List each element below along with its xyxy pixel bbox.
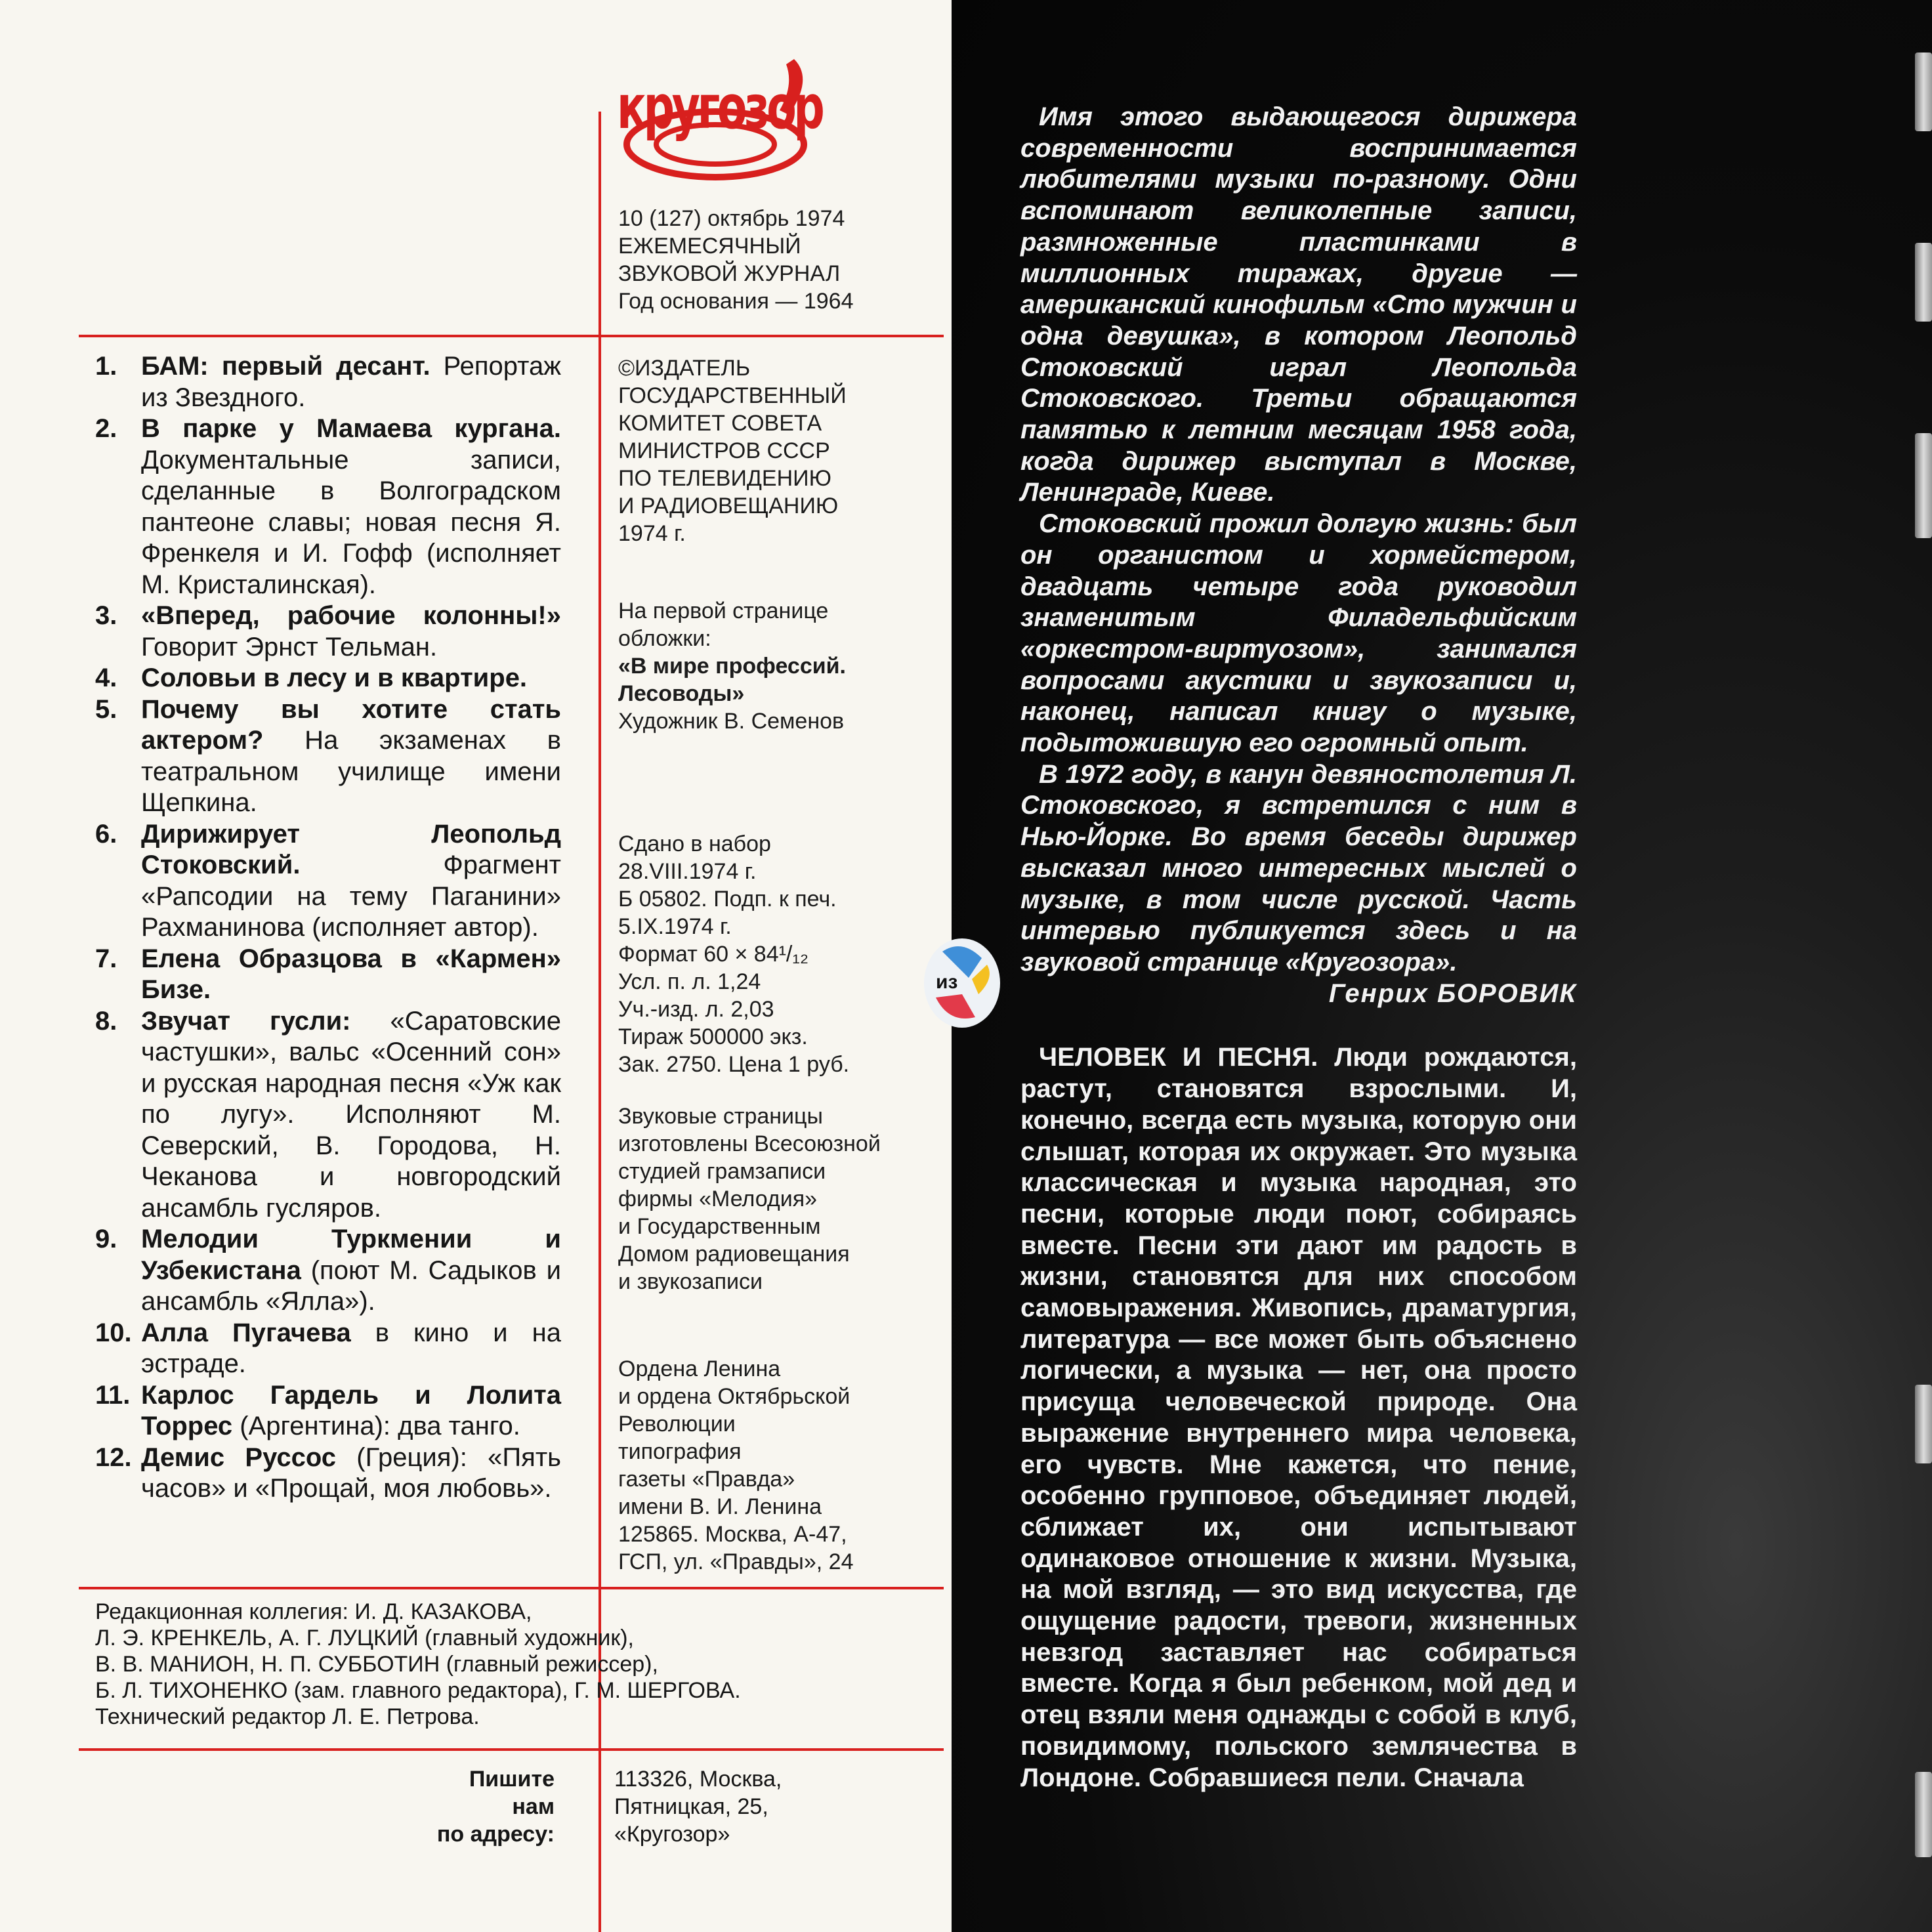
toc-item xyxy=(95,351,561,413)
printer-line: Ордена Ленина xyxy=(618,1356,781,1381)
toc-description: Фрагмент «Рапсодии на тему Паганини» Рахманинова (исполняет автор). xyxy=(141,850,561,942)
toc-item xyxy=(95,600,561,663)
table-of-contents xyxy=(95,351,561,1505)
printer-info xyxy=(618,1355,854,1576)
toc-description: На экзаменах в театральном училище имени Щепкина. xyxy=(141,726,561,817)
toc-description: Документальные записи, сделанные в Волгоградском пантеоне славы; новая песня Я. Френкеля и И. Гофф (исполняет М. Кристалинская). xyxy=(141,445,561,599)
toc-description: (Аргентина): два танго. xyxy=(232,1412,520,1440)
toc-item xyxy=(95,413,561,600)
left-page xyxy=(0,0,952,1932)
editorial-line: Технический редактор Л. Е. Петрова. xyxy=(95,1704,480,1729)
binding-ring xyxy=(1915,1772,1932,1857)
binding-ring xyxy=(1915,243,1932,322)
logo-wordmark: кругозор xyxy=(617,72,822,142)
editorial-line: Л. Э. КРЕНКЕЛЬ, А. Г. ЛУЦКИЙ (главный художник), xyxy=(95,1626,634,1650)
write-label-line: нам xyxy=(512,1794,555,1819)
toc-number: 2. xyxy=(95,414,117,443)
toc-number: 1. xyxy=(95,352,117,381)
toc-title: В парке у Мамаева кургана. xyxy=(141,414,561,443)
editorial-line: Редакционная коллегия: И. Д. КАЗАКОВА, xyxy=(95,1599,532,1624)
toc-number: 9. xyxy=(95,1225,117,1253)
cover-title-line: «В мире профессий. xyxy=(618,654,846,679)
cover-artist: Художник В. Семенов xyxy=(618,709,845,734)
sound-pages-line: и Государственным xyxy=(618,1214,821,1239)
print-line: 28.VIII.1974 г. xyxy=(618,859,757,884)
sound-pages-line: и звукозаписи xyxy=(618,1269,763,1294)
write-to-label xyxy=(354,1765,555,1848)
toc-item xyxy=(95,1380,561,1442)
toc-title: Алла Пугачева xyxy=(141,1318,351,1347)
toc-item xyxy=(95,663,561,694)
toc-title: Елена Образцова в «Кармен» Бизе. xyxy=(141,944,561,1004)
toc-number: 10. xyxy=(95,1318,132,1347)
toc-item xyxy=(95,694,561,819)
sound-pages-line: студией грамзаписи xyxy=(618,1159,826,1184)
cover-title-line: Лесоводы» xyxy=(618,681,745,706)
toc-description: (поют М. Садыков и ансамбль «Ялла»). xyxy=(141,1255,561,1316)
publisher-line: ©ИЗДАТЕЛЬ xyxy=(618,356,751,381)
publisher-line: МИНИСТРОВ СССР xyxy=(618,438,830,463)
print-line: Усл. п. л. 1,24 xyxy=(618,969,761,994)
red-rule-bottom xyxy=(79,1587,944,1589)
print-line: Сдано в набор xyxy=(618,831,771,856)
publisher-line: КОМИТЕТ СОВЕТА xyxy=(618,411,822,436)
printer-line: типография xyxy=(618,1439,742,1464)
print-line: 5.IX.1974 г. xyxy=(618,914,732,939)
editorial-board xyxy=(95,1599,741,1730)
address-line: 113326, Москва, xyxy=(614,1767,782,1792)
toc-item xyxy=(95,1224,561,1318)
publisher-line: И РАДИОВЕЩАНИЮ xyxy=(618,494,839,518)
toc-item xyxy=(95,1006,561,1225)
sticker-text: из xyxy=(936,971,958,993)
print-line: Уч.-изд. л. 2,03 xyxy=(618,997,774,1022)
toc-title: Дирижирует Леопольд Стоковский. xyxy=(141,819,561,879)
issue-line: ЗВУКОВОЙ ЖУРНАЛ xyxy=(618,261,841,286)
article-intro-paragraph: Стоковский прожил долгую жизнь: был он органистом и хормейстером, двадцать четыре года руководил знаменитым Филадельфийским «оркестром-виртуозом», занимался вопросами акустики и звукозаписи и, наконец, написал книгу о музыке, подытожившую его огромный опыт. xyxy=(1020,509,1577,758)
print-line: Формат 60 × 84¹/₁₂ xyxy=(618,942,809,967)
cover-note-line: На первой странице xyxy=(618,598,829,623)
publisher-line: ПО ТЕЛЕВИДЕНИЮ xyxy=(618,466,831,491)
publisher-line: 1974 г. xyxy=(618,521,686,546)
toc-description: (Греция): «Пять часов» и «Прощай, моя любовь». xyxy=(141,1442,561,1503)
printer-line: газеты «Правда» xyxy=(618,1467,795,1492)
toc-description: Говорит Эрнст Тельман. xyxy=(141,632,438,662)
binding-ring xyxy=(1915,433,1932,538)
toc-title: «Вперед, рабочие колонны!» xyxy=(141,601,561,630)
toc-description: в кино и на эстраде. xyxy=(141,1318,561,1378)
toc-number: 5. xyxy=(95,694,117,724)
editorial-line: Б. Л. ТИХОНЕНКО (зам. главного редактора), Г. М. ШЕРГОВА. xyxy=(95,1678,741,1703)
article xyxy=(1020,102,1577,1794)
print-line: Зак. 2750. Цена 1 руб. xyxy=(618,1052,850,1077)
toc-number: 7. xyxy=(95,944,117,973)
red-rule-address xyxy=(79,1748,944,1751)
toc-item xyxy=(95,819,561,944)
cover-note-line: обложки: xyxy=(618,626,711,651)
toc-number: 8. xyxy=(95,1006,117,1036)
toc-title: Звучат гусли: xyxy=(141,1006,351,1036)
toc-title: Соловьи в лесу и в квартире. xyxy=(141,663,528,692)
sticker-disc xyxy=(916,932,1001,1030)
toc-number: 11. xyxy=(95,1380,131,1410)
write-label-line: по адресу: xyxy=(436,1822,555,1847)
printer-line: ГСП, ул. «Правды», 24 xyxy=(618,1549,854,1574)
toc-title: Демис Руссос xyxy=(141,1442,336,1472)
magazine-logo xyxy=(617,52,827,190)
binding-ring xyxy=(1915,1385,1932,1463)
printer-line: имени В. И. Ленина xyxy=(618,1494,822,1519)
printer-line: и ордена Октябрьской xyxy=(618,1384,850,1409)
toc-title: БАМ: первый десант. xyxy=(141,352,430,381)
issue-line: ЕЖЕМЕСЯЧНЫЙ xyxy=(618,234,801,259)
printer-line: Революции xyxy=(618,1412,736,1437)
article-body-paragraph: ЧЕЛОВЕК И ПЕСНЯ. Люди рождаются, растут, становятся взрослыми. И, конечно, всегда есть музыка, которую они слышат, которая их окружает. Это музыка классическая и музыка народная, это песни, которые люди поют, собираясь вместе. Песни эти дают им радость в жизни, становятся для них способом самовыражения. Живопись, драматургия, литература — все может быть объяснено логически, а музыка — нет, она просто присуща человеческой природе. Она выражение внутреннего мира человека, его чувств. Мне кажется, что пение, особенно групповое, объединяет людей, сближает их, они испытывают одинаковое отношение к жизни. Музыка, на мой взгляд, — это вид искусства, где ощущение радости, тревоги, жизненных невзгод заставляет нас собираться вместе. Когда я был ребенком, мой дед и отец взяли меня однажды с собой в клуб, повидимому, польского землячества в Лондоне. Собравшиеся пели. Сначала xyxy=(1020,1043,1577,1792)
article-intro-paragraph: В 1972 году, в канун девяностолетия Л. Стоковского, я встретился с ним в Нью-Йорке. Во время беседы дирижер высказал много интересных мыслей о музыке, в том числе русской. Часть интервью публикуется здесь и на звуковой странице «Кругозора». xyxy=(1020,759,1577,976)
publisher-line: ГОСУДАРСТВЕННЫЙ xyxy=(618,383,847,408)
toc-description: Репортаж из Звездного. xyxy=(141,352,561,412)
binding-ring xyxy=(1915,52,1932,131)
address-line: Пятницкая, 25, xyxy=(614,1794,768,1819)
article-intro-paragraph: Имя этого выдающегося дирижера современности воспринимается любителями музыки по-разному. Одни вспоминают великолепные записи, размноженные пластинками в миллионных тиражах, другие — американский кинофильм «Сто мужчин и одна девушка», в котором Леопольд Стоковский играл Леопольда Стоковского. Третьи обращаются памятью к летним месяцам 1958 года, когда дирижер выступал в Москве, Ленинграде, Киеве. xyxy=(1020,102,1577,507)
article-signature: Генрих БОРОВИК xyxy=(1328,978,1577,1008)
sound-pages-line: Домом радиовещания xyxy=(618,1242,850,1267)
issue-info xyxy=(618,205,853,315)
postal-address xyxy=(614,1765,782,1848)
toc-title: Карлос Гардель и Лолита Торрес xyxy=(141,1380,561,1440)
sound-pages-line: фирмы «Мелодия» xyxy=(618,1186,818,1211)
print-line: Тираж 500000 экз. xyxy=(618,1024,808,1049)
toc-description: «Саратовские частушки», вальс «Осенний сон» и русская народная песня «Уж как по лугу». Исполняют М. Северский, В. Городова, Н. Чеканова и новгородский ансамбль гусляров. xyxy=(141,1006,562,1223)
toc-item xyxy=(95,1442,561,1505)
issue-line: Год основания — 1964 xyxy=(618,289,854,314)
toc-number: 6. xyxy=(95,819,117,849)
address-line: «Кругозор» xyxy=(614,1822,730,1847)
toc-item xyxy=(95,1318,561,1380)
sound-pages-line: изготовлены Всесоюзной xyxy=(618,1131,881,1156)
sticker-disc-icon xyxy=(916,932,1001,1030)
issue-line: 10 (127) октябрь 1974 xyxy=(618,206,845,231)
print-line: Б 05802. Подп. к печ. xyxy=(618,887,837,912)
paragraph-gap xyxy=(1020,1009,1577,1042)
publisher-info xyxy=(618,354,847,547)
printer-line: 125865. Москва, А-47, xyxy=(618,1522,847,1547)
toc-title: Почему вы хотите стать актером? xyxy=(141,694,561,755)
editorial-line: В. В. МАНИОН, Н. П. СУББОТИН (главный режиссер), xyxy=(95,1652,658,1677)
toc-title: Мелодии Туркмении и Узбекистана xyxy=(141,1225,561,1285)
print-info xyxy=(618,830,849,1078)
cover-note xyxy=(618,597,846,735)
write-label-line: Пишите xyxy=(469,1767,555,1792)
red-rule-top xyxy=(79,335,944,337)
sound-pages-line: Звуковые страницы xyxy=(618,1104,823,1129)
toc-number: 3. xyxy=(95,601,117,630)
sound-pages-info xyxy=(618,1102,881,1295)
toc-number: 12. xyxy=(95,1442,132,1472)
toc-item xyxy=(95,944,561,1006)
toc-number: 4. xyxy=(95,663,117,692)
